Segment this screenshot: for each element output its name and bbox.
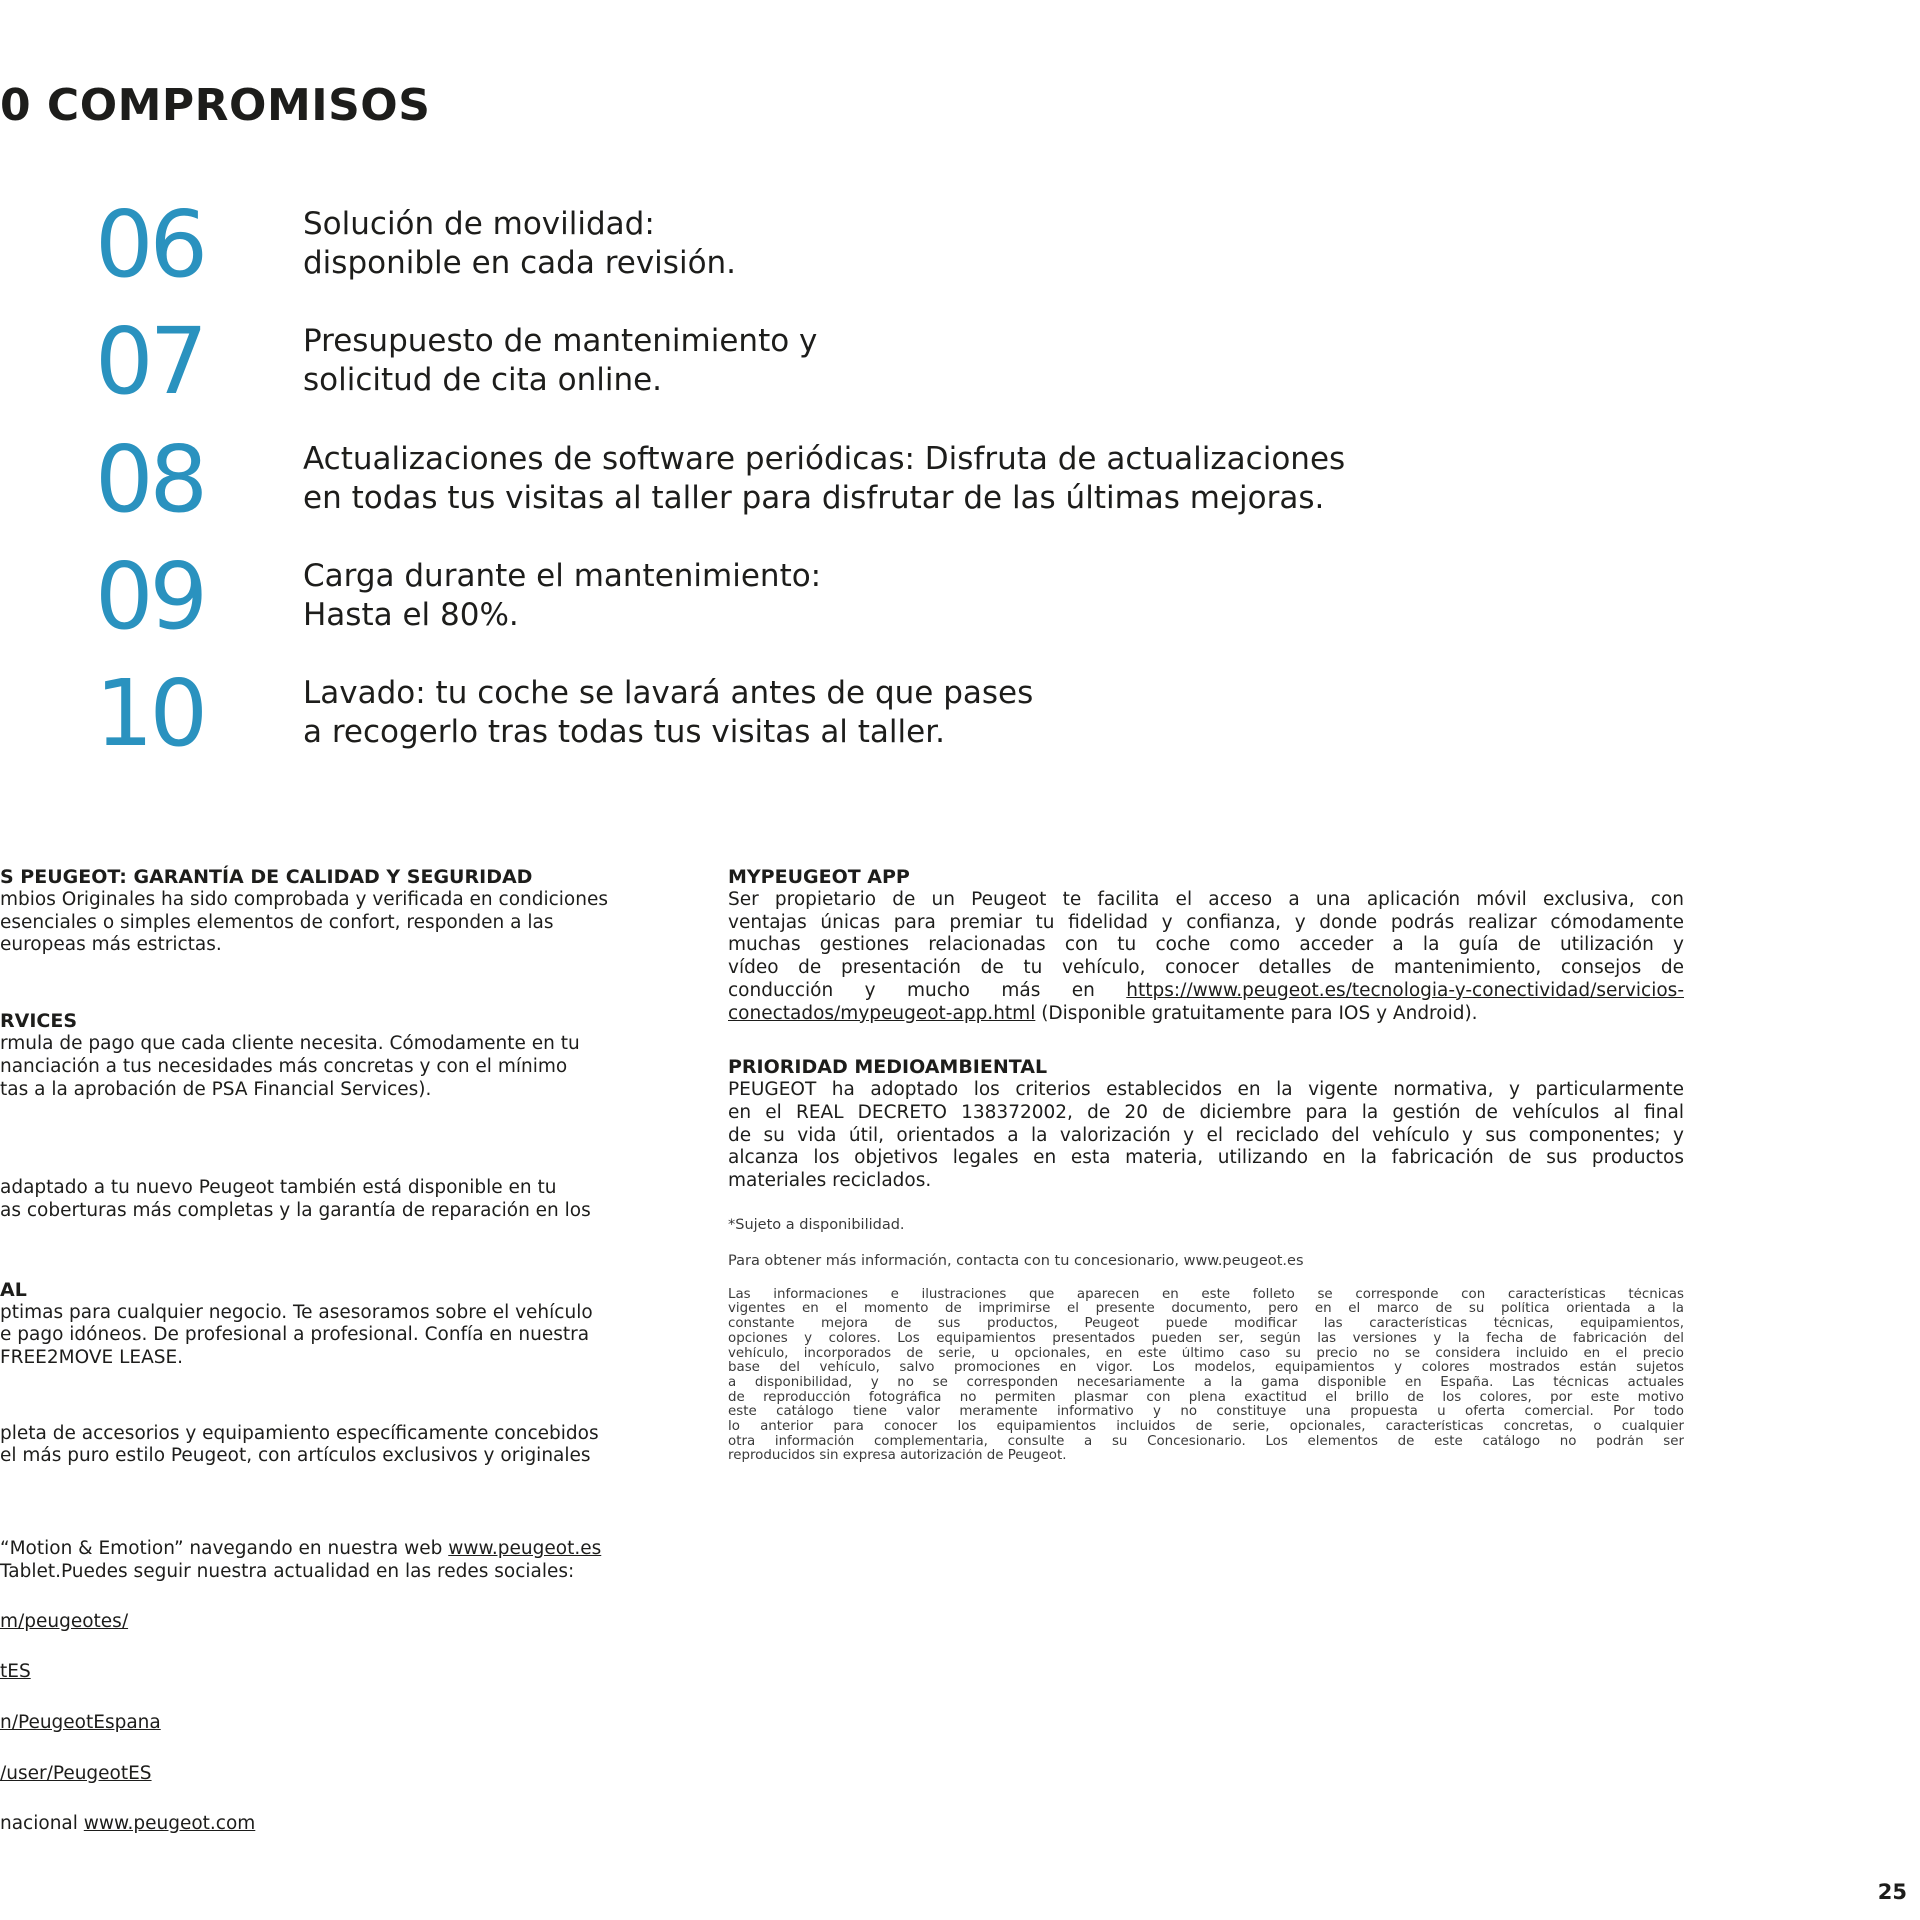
- section-line: PEUGEOT ha adoptado los criterios establecidos en la vigente normativa, y particularmente: [728, 1079, 1684, 1101]
- section-heading: AL: [0, 1278, 27, 1301]
- section-web: [0, 1538, 668, 1583]
- section-seguro: [0, 1177, 668, 1222]
- commitment-line: Hasta el 80%.: [303, 597, 519, 633]
- page-number: 25: [1877, 1880, 1907, 1904]
- social-link-youtube[interactable]: /user/PeugeotES: [0, 1762, 152, 1784]
- section-line: materiales reciclados.: [728, 1170, 932, 1192]
- app-text: (Disponible gratuitamente para IOS y Android).: [1035, 1002, 1478, 1024]
- international-text: nacional: [0, 1813, 84, 1835]
- section-heading: S PEUGEOT: GARANTÍA DE CALIDAD Y SEGURIDAD: [0, 866, 533, 888]
- info-note: Para obtener más información, contacta con tu concesionario, www.peugeot.es: [728, 1252, 1304, 1269]
- commitment-number: 06: [95, 191, 205, 298]
- commitment-text: [303, 557, 1543, 635]
- section-environment: [728, 1056, 1684, 1193]
- international-line: [0, 1813, 668, 1836]
- peugeot-com-link[interactable]: www.peugeot.com: [83, 1813, 256, 1835]
- legal-line: reproducidos sin expresa autorización de Peugeot.: [728, 1449, 1067, 1464]
- commitment-line: disponible en cada revisión.: [303, 245, 737, 281]
- web-text: “Motion & Emotion” navegando en nuestra web: [0, 1538, 449, 1560]
- commitment-text: [303, 440, 1543, 518]
- commitment-text: [303, 205, 1543, 283]
- section-line: de su vida útil, orientados a la valorización y el reciclado del vehículo y sus componentes; y: [728, 1124, 1684, 1146]
- section-line: pleta de accesorios y equipamiento específicamente concebidos: [0, 1422, 599, 1444]
- section-line: ptimas para cualquier negocio. Te asesoramos sobre el vehículo: [0, 1301, 593, 1323]
- commitment-line: Solución de movilidad:: [303, 206, 655, 242]
- section-line: ventajas únicas para premiar tu fidelidad y confianza, y donde podrás realizar cómodamente: [728, 911, 1684, 933]
- section-line: mbios Originales ha sido comprobada y verificada en condiciones: [0, 889, 608, 910]
- legal-line: vehículo, incorporados de serie, u opcionales, en este último caso su precio no se considera incluido en el precio: [728, 1346, 1684, 1361]
- commitment-07: [95, 308, 1525, 432]
- commitment-text: [303, 674, 1543, 752]
- commitment-number: 07: [95, 308, 205, 415]
- commitment-08: [95, 426, 1525, 550]
- commitment-line: Presupuesto de mantenimiento y: [303, 323, 818, 359]
- social-link-facebook[interactable]: n/PeugeotEspana: [0, 1711, 161, 1733]
- section-line: alcanza los objetivos legales en esta materia, utilizando en la fabricación de sus productos: [728, 1147, 1684, 1169]
- section-profesional: [0, 1279, 668, 1370]
- commitment-line: Actualizaciones de software periódicas: Disfruta de actualizaciones: [303, 441, 1346, 477]
- section-heading: PRIORIDAD MEDIOAMBIENTAL: [728, 1056, 1048, 1079]
- section-line: FREE2MOVE LEASE.: [0, 1347, 184, 1369]
- section-line: [728, 980, 1684, 1003]
- left-column: [0, 866, 668, 1836]
- legal-line: vigentes en el momento de imprimirse el presente documento, pero en el marco de su política orientada a la: [728, 1302, 1684, 1317]
- legal-line: constante mejora de sus productos, Peugeot puede modificar las características técnicas, equipamientos,: [728, 1317, 1684, 1332]
- legal-line: de reproducción fotográfica no permiten plasmar con plena exactitud el brillo de los colores, por este motivo: [728, 1390, 1684, 1405]
- mypeugeot-app-link-cont[interactable]: conectados/mypeugeot-app.html: [728, 1002, 1036, 1024]
- commitment-line: a recogerlo tras todas tus visitas al taller.: [303, 714, 945, 750]
- app-text: conducción y mucho más en: [728, 979, 1127, 1001]
- section-line: as coberturas más completas y la garantía de reparación en los: [0, 1199, 591, 1221]
- section-line: europeas más estrictas.: [0, 934, 222, 956]
- commitment-10: [95, 660, 1525, 784]
- section-line: rmula de pago que cada cliente necesita. Cómodamente en tu: [0, 1033, 580, 1055]
- commitment-text: [303, 322, 1543, 400]
- social-link-instagram[interactable]: m/peugeotes/: [0, 1610, 129, 1632]
- section-line: muchas gestiones relacionadas con tu coche como acceder a la guía de utilización y: [728, 934, 1684, 956]
- page-title: 0 COMPROMISOS: [0, 80, 431, 131]
- section-line: adaptado a tu nuevo Peugeot también está disponible en tu: [0, 1177, 557, 1199]
- availability-note: *Sujeto a disponibilidad.: [728, 1216, 905, 1233]
- section-heading: RVICES: [0, 1010, 78, 1033]
- section-line: el más puro estilo Peugeot, con artículos exclusivos y originales: [0, 1445, 591, 1467]
- commitment-line: Lavado: tu coche se lavará antes de que pases: [303, 675, 1034, 711]
- legal-line: otra información complementaria, consulte a su Concesionario. Los elementos de este catálogo no podrán ser: [728, 1434, 1684, 1449]
- commitment-09: [95, 543, 1525, 667]
- section-line: e pago idóneos. De profesional a profesional. Confía en nuestra: [0, 1324, 590, 1346]
- right-column: [728, 866, 1684, 1464]
- section-heading: MYPEUGEOT APP: [728, 866, 910, 888]
- section-line: esenciales o simples elementos de confort, responden a las: [0, 911, 554, 933]
- commitment-line: en todas tus visitas al taller para disfrutar de las últimas mejoras.: [303, 480, 1325, 516]
- section-line: en el REAL DECRETO 138372002, de 20 de diciembre para la gestión de vehículos al final: [728, 1101, 1684, 1123]
- section-financial: [0, 1010, 668, 1101]
- legal-line: este catálogo tiene valor meramente informativo y no constituye una propuesta u oferta comercial. Por todo: [728, 1405, 1684, 1420]
- section-line: tas a la aprobación de PSA Financial Services).: [0, 1078, 432, 1100]
- section-line: [0, 1538, 668, 1561]
- section-mypeugeot-app: [728, 866, 1684, 1025]
- commitment-line: Carga durante el mantenimiento:: [303, 558, 822, 594]
- commitment-number: 10: [95, 660, 205, 767]
- legal-disclaimer: [728, 1288, 1684, 1464]
- section-line: Ser propietario de un Peugeot te facilita el acceso a una aplicación móvil exclusiva, con: [728, 889, 1684, 910]
- legal-line: a disponibilidad, y no se corresponden necesariamente a la gama disponible en España. Las técnicas actuales: [728, 1375, 1684, 1390]
- section-line: [728, 1003, 1684, 1026]
- legal-line: base del vehículo, salvo promociones en vigor. Los modelos, equipamientos y colores mostrados están sujetos: [728, 1361, 1684, 1376]
- legal-line: Las informaciones e ilustraciones que aparecen en este folleto se corresponde con características técnicas: [728, 1287, 1684, 1302]
- commitment-number: 08: [95, 426, 205, 533]
- section-originales: [0, 866, 668, 957]
- peugeot-es-link[interactable]: www.peugeot.es: [448, 1538, 602, 1560]
- commitment-line: solicitud de cita online.: [303, 362, 663, 398]
- commitment-number: 09: [95, 543, 205, 650]
- section-line: nanciación a tus necesidades más concretas y con el mínimo: [0, 1055, 568, 1077]
- legal-line: opciones y colores. Los equipamientos presentados pueden ser, según las versiones y la fecha de fabricación del: [728, 1331, 1684, 1346]
- social-link-twitter[interactable]: tES: [0, 1661, 31, 1683]
- section-line: Tablet.Puedes seguir nuestra actualidad en las redes sociales:: [0, 1560, 575, 1582]
- section-accesorios: [0, 1423, 668, 1468]
- legal-line: lo anterior para conocer los equipamientos incluidos de serie, opcionales, características concretas, o cualquier: [728, 1420, 1684, 1435]
- section-line: vídeo de presentación de tu vehículo, conocer detalles de mantenimiento, consejos de: [728, 957, 1684, 979]
- mypeugeot-app-link[interactable]: https://www.peugeot.es/tecnologia-y-conectividad/servicios-: [1126, 979, 1684, 1001]
- commitment-06: [95, 191, 1525, 315]
